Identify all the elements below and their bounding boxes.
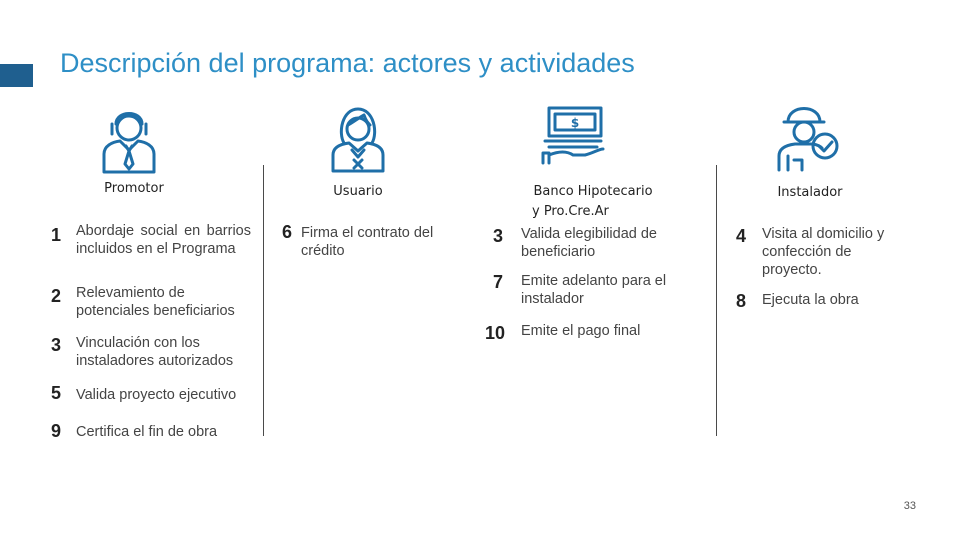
column-divider — [263, 165, 264, 436]
activity-text: Certifica el fin de obra — [76, 424, 218, 440]
actor-label-promotor: Promotor — [104, 181, 164, 196]
step-number: 9 — [51, 421, 62, 441]
step-number: 3 — [493, 226, 504, 246]
activity-text: Abordaje social en barrios incluidos en el Programa — [76, 223, 251, 257]
actor-label-banco-line2: y Pro.Cre.Ar — [532, 204, 609, 219]
step-number: 2 — [51, 286, 62, 306]
step-number: 6 — [282, 222, 293, 242]
column-divider — [716, 165, 717, 436]
activity-text: Emite el pago final — [521, 323, 641, 339]
svg-text:$: $ — [570, 116, 580, 130]
activity-text: Valida proyecto ejecutivo — [76, 387, 237, 403]
promoter-person-icon — [100, 102, 158, 174]
step-number: 1 — [51, 225, 62, 245]
activity-text: Ejecuta la obra — [762, 292, 859, 308]
actor-label-banco-line1: Banco Hipotecario — [533, 184, 653, 199]
activity-text: Valida elegibilidad de beneficiario — [521, 226, 657, 260]
activity-text: Relevamiento de potenciales beneficiarios — [76, 285, 235, 319]
actor-label-banco — [510, 182, 676, 222]
installer-check-icon — [776, 100, 842, 172]
actor-label-instalador: Instalador — [777, 185, 843, 200]
page-title: Descripción del programa: actores y actividades — [60, 48, 635, 78]
step-number: 3 — [51, 335, 62, 355]
page-number: 33 — [903, 500, 916, 512]
activity-text: Visita al domicilio y confección de proyecto. — [762, 226, 885, 278]
step-number: 10 — [485, 323, 506, 343]
title-accent-bar — [0, 64, 33, 87]
bank-money-hand-icon — [541, 105, 607, 165]
user-woman-icon — [330, 103, 386, 173]
step-number: 7 — [493, 272, 504, 292]
step-number: 8 — [736, 291, 747, 311]
step-number: 4 — [736, 226, 747, 246]
activity-text: Emite adelanto para el instalador — [521, 273, 667, 307]
activity-text: Firma el contrato del crédito — [301, 225, 434, 259]
actor-label-usuario: Usuario — [333, 184, 383, 199]
activity-text: Vinculación con los instaladores autorizados — [76, 335, 234, 369]
step-number: 5 — [51, 383, 62, 403]
